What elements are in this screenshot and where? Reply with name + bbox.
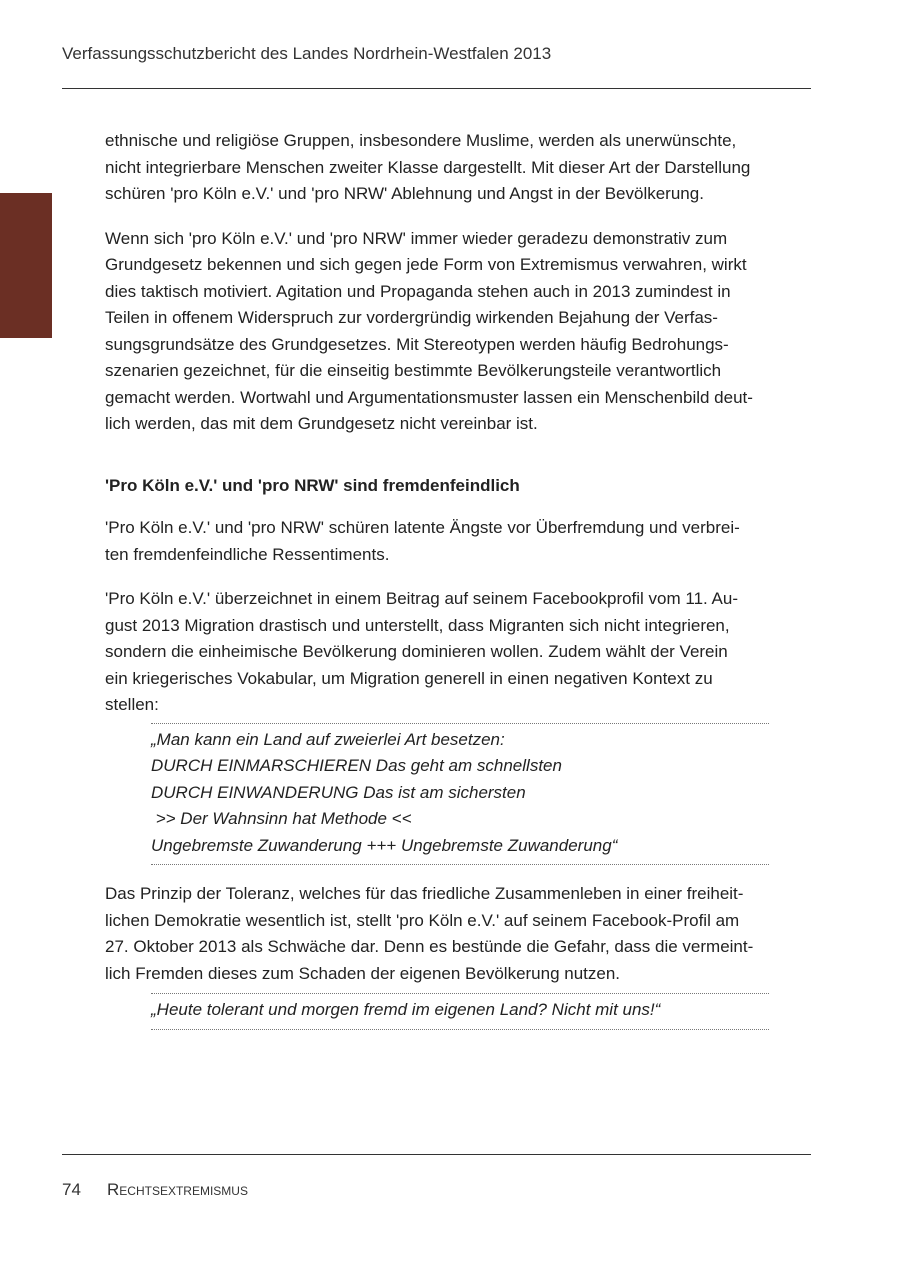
running-header: Verfassungsschutzbericht des Landes Nordrhein-Westfalen 2013 [62,44,552,63]
section-name: Rechtsextremismus [107,1180,248,1199]
text-line: sondern die einheimische Bevölkerung dominieren wollen. Zudem wählt der Verein [105,642,728,661]
text-line: gemacht werden. Wortwahl und Argumentationsmuster lassen ein Menschenbild deut- [105,387,753,407]
text-line: nicht integrierbare Menschen zweiter Klasse dargestellt. Mit dieser Art der Darstellung [105,157,751,177]
text-line: lichen Demokratie wesentlich ist, stellt 'pro Köln e.V.' auf seinem Facebook-Profil am [105,910,740,930]
quote-block-2 [151,993,769,1030]
quote-line: DURCH EINMARSCHIEREN Das geht am schnellsten [151,756,562,775]
text-line: Das Prinzip der Toleranz, welches für das friedliche Zusammenleben in einer freiheit- [105,884,744,903]
text-line: gust 2013 Migration drastisch und unterstellt, dass Migranten sich nicht integrieren, [105,615,730,635]
text-line: ethnische und religiöse Gruppen, insbesondere Muslime, werden als unerwünschte, [105,131,737,150]
text-line: 'Pro Köln e.V.' und 'pro NRW' schüren latente Ängste vor Überfremdung und verbrei- [105,518,740,537]
text-line: schüren 'pro Köln e.V.' und 'pro NRW' Ablehnung und Angst in der Bevölkerung. [105,184,704,203]
text-line: Wenn sich 'pro Köln e.V.' und 'pro NRW' immer wieder geradezu demonstrativ zum [105,228,728,248]
footer-rule [62,1154,811,1155]
header-rule [62,88,811,89]
quote-line: „Man kann ein Land auf zweierlei Art besetzen: [151,729,505,749]
paragraph-2 [105,226,815,438]
quote-line: Ungebremste Zuwanderung +++ Ungebremste Zuwanderung“ [151,835,618,855]
paragraph-1 [105,128,815,208]
paragraph-3 [105,515,815,568]
text-line: ein kriegerisches Vokabular, um Migration generell in einen negativen Kontext zu [105,668,713,688]
quote-line: >> Der Wahnsinn hat Methode << [151,809,412,828]
text-line: szenarien gezeichnet, für die einseitig bestimmte Bevölkerungsteile verantwortlich [105,361,722,380]
page-number: 74 [62,1180,81,1199]
quote-line: „Heute tolerant und morgen fremd im eigenen Land? Nicht mit uns!“ [151,1000,661,1019]
text-line: 27. Oktober 2013 als Schwäche dar. Denn es bestünde die Gefahr, dass die vermeint- [105,937,754,956]
text-line: lich werden, das mit dem Grundgesetz nicht vereinbar ist. [105,414,538,433]
quote-line: DURCH EINWANDERUNG Das ist am sichersten [151,782,526,802]
paragraph-4 [105,586,815,719]
text-line: stellen: [105,695,159,714]
text-line: lich Fremden dieses zum Schaden der eigenen Bevölkerung nutzen. [105,963,621,983]
chapter-side-tab [0,193,52,338]
text-line: ten fremdenfeindliche Ressentiments. [105,544,390,564]
text-line: 'Pro Köln e.V.' überzeichnet in einem Beitrag auf seinem Facebookprofil vom 11. Au- [105,589,739,608]
section-heading: 'Pro Köln e.V.' und 'pro NRW' sind fremdenfeindlich [105,475,520,495]
text-line: Teilen in offenem Widerspruch zur vordergründig wirkenden Bejahung der Verfas- [105,308,718,327]
quote-block-1 [151,723,769,866]
text-line: Grundgesetz bekennen und sich gegen jede Form von Extremismus verwahren, wirkt [105,255,747,274]
paragraph-5 [105,881,815,987]
page-body [105,128,815,1046]
text-line: sungsgrundsätze des Grundgesetzes. Mit Stereotypen werden häufig Bedrohungs- [105,334,729,354]
text-line: dies taktisch motiviert. Agitation und Propaganda stehen auch in 2013 zumindest in [105,281,731,301]
